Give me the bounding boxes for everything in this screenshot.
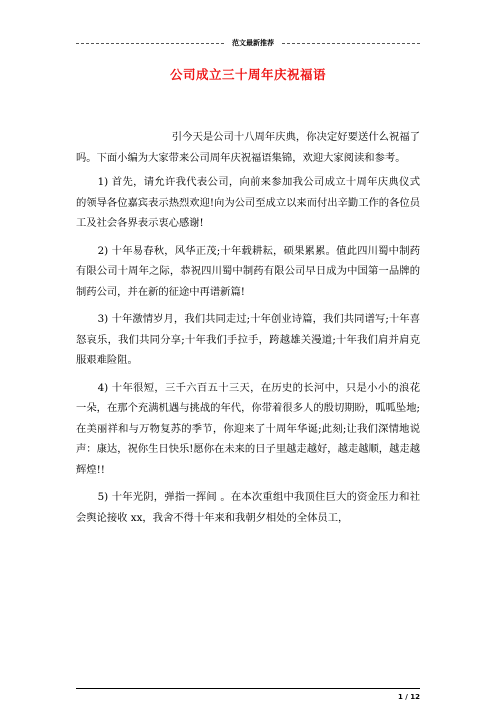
document-body — [76, 127, 420, 535]
paragraph-2: 2) 十年易春秋，风华正茂;十年载耕耘，硕果累累。值此四川蜀中制药有限公司十周年之际，恭祝四川蜀中制药有限公司早日成为中国第一品牌的制药公司，并在新的征途中再谱新篇! — [76, 244, 420, 298]
paragraph-5: 5) 十年光阴，弹指一挥间 。在本次重组中我顶住巨大的资金压力和社会舆论接收 xx，我舍不得十年来和我朝夕相处的全体员工， — [76, 491, 420, 524]
header-dashed-line-left — [76, 43, 224, 44]
document-title: 公司成立三十周年庆祝福语 — [169, 67, 326, 82]
paragraph-1: 1) 首先，请允许我代表公司，向前来参加我公司成立十周年庆典仪式的领导各位嘉宾表示热烈欢迎!向为公司至成立以来而付出辛勤工作的各位员工及社会各界表示衷心感谢! — [76, 176, 420, 229]
intro-paragraph: 引今天是公司十八周年庆典，你决定好要送什么祝福了吗。下面小编为大家带来公司周年庆祝福语集锦，欢迎大家阅读和参考。 — [76, 131, 420, 164]
header-dashed-line-right — [282, 43, 420, 44]
page-header — [76, 37, 420, 49]
paragraph-4: 4) 十年很短，三千六百五十三天，在历史的长河中，只是小小的浪花一朵，在那个充满机遇与挑战的年代，你带着很多人的殷切期盼，呱呱坠地;在美丽祥和与万物复苏的季节，你迎来了十周年华诞;此刻;让我们深情地说声：康达，祝你生日快乐!愿你在未来的日子里越走越好，越走越顺，越走越辉煌!! — [76, 381, 420, 476]
header-label: 范文最新推荐 — [232, 39, 274, 47]
footer-divider — [76, 688, 420, 689]
page-number: 1 / 12 — [397, 693, 420, 701]
paragraph-3: 3) 十年激情岁月，我们共同走过;十年创业诗篇，我们共同谱写;十年喜怒哀乐，我们共同分享;十年我们手拉手，跨越雄关漫道;十年我们肩并肩克服艰难险阻。 — [76, 313, 420, 366]
